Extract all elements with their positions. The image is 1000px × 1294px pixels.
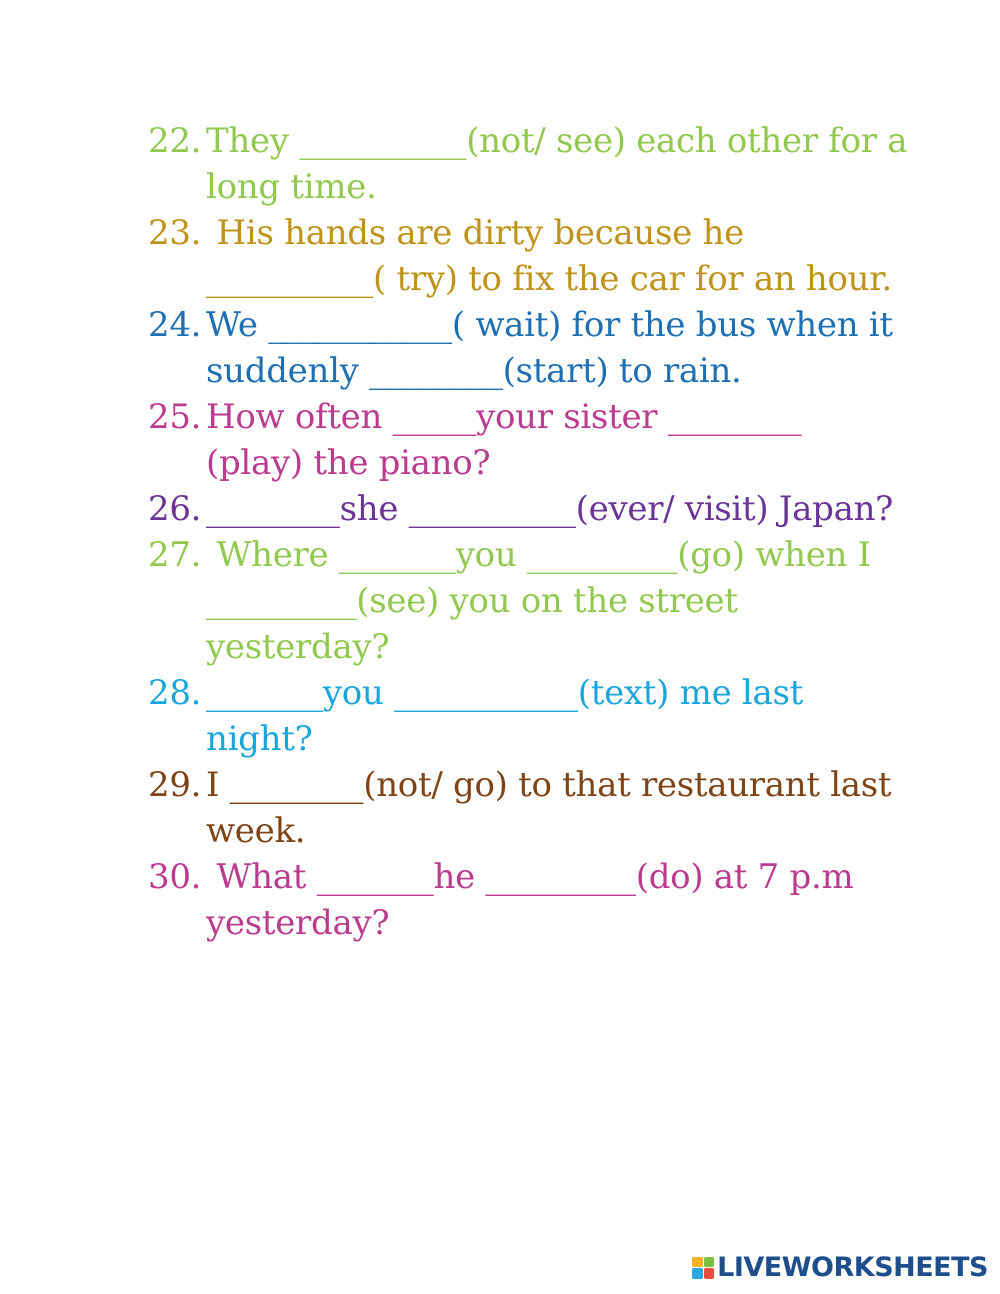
question-number: 29. [148, 765, 202, 805]
logo-text: LIVEWORKSHEETS [717, 1252, 988, 1283]
question-number: 27. [148, 535, 202, 575]
question-28 [148, 670, 908, 762]
question-27 [148, 532, 908, 670]
question-text: _______you ___________(text) me last night? [206, 673, 814, 759]
question-29 [148, 762, 908, 854]
liveworksheets-logo [692, 1252, 988, 1283]
logo-grid-icon [692, 1257, 714, 1279]
question-number: 30. [148, 857, 202, 897]
question-text: How often _____your sister ________ (play) the piano? [206, 397, 812, 483]
logo-square [692, 1268, 703, 1279]
logo-square [692, 1257, 703, 1268]
question-number: 23. [148, 213, 202, 253]
question-text: We ___________( wait) for the bus when it suddenly ________(start) to rain. [206, 305, 904, 391]
question-number: 26. [148, 489, 202, 529]
logo-square [704, 1268, 715, 1279]
worksheet [148, 118, 918, 946]
logo-square [704, 1257, 715, 1268]
question-26 [148, 486, 908, 532]
question-30 [148, 854, 908, 946]
question-text: His hands are dirty because he __________( try) to fix the car for an hour. [206, 213, 892, 299]
question-text: I ________(not/ go) to that restaurant last week. [206, 765, 902, 851]
question-22 [148, 118, 918, 210]
question-text: ________she __________(ever/ visit) Japan? [206, 489, 894, 529]
question-text: They __________(not/ see) each other for a long time. [206, 121, 918, 207]
question-number: 22. [148, 121, 202, 161]
question-text: What _______he _________(do) at 7 p.m yesterday? [206, 857, 864, 943]
question-text: Where _______you _________(go) when I _________(see) you on the street yesterday? [206, 535, 882, 667]
question-number: 24. [148, 305, 202, 345]
question-number: 28. [148, 673, 202, 713]
question-23 [148, 210, 908, 302]
question-24 [148, 302, 908, 394]
question-25 [148, 394, 908, 486]
question-number: 25. [148, 397, 202, 437]
